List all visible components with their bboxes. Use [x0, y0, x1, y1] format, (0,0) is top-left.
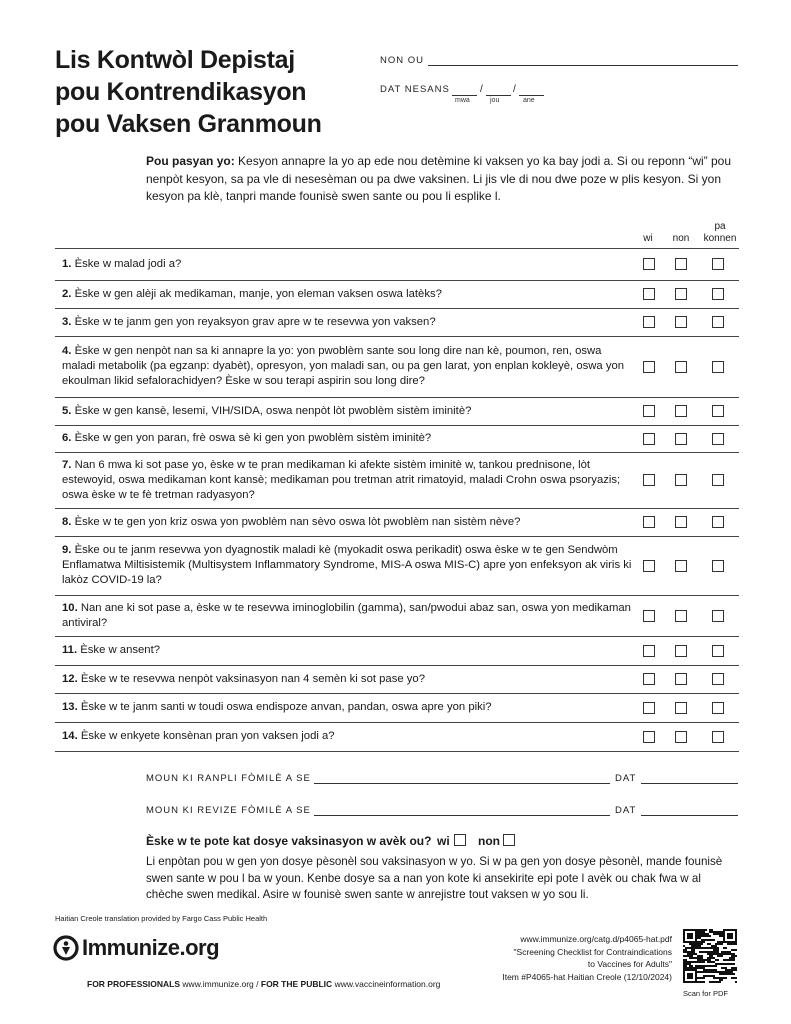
table-rule — [55, 308, 739, 309]
question-text: Èske w te janm gen yon reyaksyon grav apre w te resevwa yon vaksen? — [74, 315, 436, 328]
table-rule — [55, 280, 739, 281]
question-number: 6. — [62, 432, 72, 444]
question-3-no-checkbox[interactable] — [675, 316, 687, 328]
question-13 — [62, 700, 632, 715]
qr-caption: Scan for PDF — [683, 989, 729, 998]
question-6 — [62, 431, 632, 446]
question-7-no-checkbox[interactable] — [675, 474, 687, 486]
question-text: Èske w gen kansè, lesemi, VIH/SIDA, oswa nenpòt lòt pwoblèm sistèm iminitè? — [74, 404, 472, 417]
question-9-yes-checkbox[interactable] — [643, 560, 655, 572]
question-text: Èske w te janm santi w toudi oswa endispoze anvan, pandan, oswa apre yon piki? — [80, 701, 492, 713]
dob-month-label: mwa — [455, 97, 470, 104]
question-4-no-checkbox[interactable] — [675, 361, 687, 373]
question-14-yes-checkbox[interactable] — [643, 731, 655, 743]
record-note: Li enpòtan pou w gen yon dosye pèsonèl sou vaksinasyon w yo. Si w pa gen yon dosye pèsonèl, mande founisè swen sante w pou l ba w youn. Kenbe dosye sa a nan yon kote ki ansekirite epi pote l avèk ou chak fwa w al chèche swen medikal. Asire w founisè swen sante w anrejistre tout vaksen w yo sou li. — [146, 855, 723, 901]
question-10-yes-checkbox[interactable] — [643, 610, 655, 622]
document-info — [420, 933, 672, 983]
question-8 — [62, 515, 632, 530]
column-header-unknown: pa konnen — [703, 221, 737, 244]
question-13-no-checkbox[interactable] — [675, 702, 687, 714]
footer-links — [87, 979, 440, 989]
title-line-2: pou Kontrendikasyon — [55, 78, 307, 106]
question-9-unknown-checkbox[interactable] — [712, 560, 724, 572]
question-number: 13. — [62, 701, 78, 713]
dob-day-label: jou — [490, 97, 500, 104]
public-link[interactable]: www.vaccineinformation.org — [334, 979, 441, 989]
record-no-label: non — [478, 834, 500, 848]
column-header-yes: wi — [643, 233, 653, 244]
table-rule — [55, 336, 739, 337]
question-1-yes-checkbox[interactable] — [643, 258, 655, 270]
question-5-no-checkbox[interactable] — [675, 405, 687, 417]
question-text: Èske w te resevwa nenpòt vaksinasyon nan 4 semèn ki sot pase yo? — [80, 672, 425, 685]
question-14 — [62, 729, 632, 744]
question-11 — [62, 643, 632, 658]
question-number: 8. — [62, 515, 72, 528]
question-text: Èske w ansent? — [80, 644, 160, 656]
table-rule — [55, 665, 739, 666]
question-3 — [62, 315, 632, 330]
question-2-unknown-checkbox[interactable] — [712, 288, 724, 300]
question-13-unknown-checkbox[interactable] — [712, 702, 724, 714]
question-6-no-checkbox[interactable] — [675, 433, 687, 445]
dob-label: DAT NESANS — [380, 84, 450, 95]
question-7-yes-checkbox[interactable] — [643, 474, 655, 486]
question-text: Èske w malad jodi a? — [74, 257, 182, 270]
question-10 — [62, 601, 632, 631]
question-number: 9. — [62, 544, 72, 556]
question-text: Nan ane ki sot pase a, èske w te resevwa iminoglobilin (gamma), san/pwodui abaz san, oswa yon medikaman antiviral? — [62, 601, 631, 629]
public-label: FOR THE PUBLIC — [260, 979, 333, 989]
question-4-yes-checkbox[interactable] — [643, 361, 655, 373]
table-rule — [55, 452, 739, 453]
footer-separator: / — [256, 979, 259, 989]
question-number: 5. — [62, 404, 72, 417]
question-number: 1. — [62, 257, 72, 270]
table-rule — [55, 722, 739, 723]
question-text: Èske w enkyete konsènan pran yon vaksen jodi a? — [80, 730, 335, 742]
column-header-no: non — [672, 233, 690, 244]
dob-day-field[interactable] — [486, 95, 511, 96]
question-1 — [62, 257, 632, 272]
document-item: Item #P4065-hat Haitian Creole (12/10/2024) — [502, 971, 672, 982]
question-number: 11. — [62, 644, 78, 656]
name-field[interactable] — [428, 65, 738, 66]
translation-credit: Haitian Creole translation provided by Fargo Cass Public Health — [55, 914, 268, 923]
completed-date-label: DAT — [615, 773, 637, 784]
question-text: Nan 6 mwa ki sot pase yo, èske w te pran medikaman ki afekte sistèm iminitè w, tankou prednisone, lòt estewoyid, oswa medikaman kont kansè; medikaman pou tretman atrit rimatoyid, maladi Crohn oswa psoryazis; oswa èske w te fè tretman radyasyon? — [62, 458, 621, 501]
question-7 — [62, 458, 632, 503]
table-rule — [55, 595, 739, 596]
table-rule — [55, 751, 739, 752]
question-4-unknown-checkbox[interactable] — [712, 361, 724, 373]
question-5-unknown-checkbox[interactable] — [712, 405, 724, 417]
question-number: 12. — [62, 672, 78, 685]
question-12 — [62, 672, 632, 687]
table-rule — [55, 536, 739, 537]
question-12-yes-checkbox[interactable] — [643, 673, 655, 685]
question-10-no-checkbox[interactable] — [675, 610, 687, 622]
dob-year-label: ane — [523, 97, 535, 104]
completed-by-label: MOUN KI RANPLI FÒMILÈ A SE — [146, 773, 311, 784]
table-rule — [55, 693, 739, 694]
question-12-no-checkbox[interactable] — [675, 673, 687, 685]
document-title-line-2: to Vaccines for Adults" — [587, 959, 672, 969]
dob-year-field[interactable] — [519, 95, 544, 96]
intro-paragraph — [146, 153, 736, 206]
table-rule — [55, 636, 739, 637]
qr-code-icon[interactable] — [683, 929, 737, 983]
question-2 — [62, 287, 632, 302]
table-rule — [55, 397, 739, 398]
question-text: Èske w gen yon paran, frè oswa sè ki gen yon pwoblèm sistèm iminitè? — [74, 432, 432, 444]
question-14-no-checkbox[interactable] — [675, 731, 687, 743]
question-4 — [62, 344, 632, 389]
question-number: 14. — [62, 730, 78, 742]
table-rule — [55, 248, 739, 249]
question-3-unknown-checkbox[interactable] — [712, 316, 724, 328]
reviewed-date-label: DAT — [615, 805, 637, 816]
dob-separator-2: / — [513, 84, 516, 95]
professionals-label: FOR PROFESSIONALS — [87, 979, 181, 989]
record-no-checkbox[interactable] — [503, 834, 515, 846]
question-1-unknown-checkbox[interactable] — [712, 258, 724, 270]
question-5-yes-checkbox[interactable] — [643, 405, 655, 417]
question-1-no-checkbox[interactable] — [675, 258, 687, 270]
reviewed-by-label: MOUN KI REVIZE FÒMILÈ A SE — [146, 805, 311, 816]
record-card-question: Èske w te pote kat dosye vaksinasyon w avèk ou? — [146, 834, 432, 848]
question-8-yes-checkbox[interactable] — [643, 516, 655, 528]
question-11-no-checkbox[interactable] — [675, 645, 687, 657]
record-yes-label: wi — [437, 834, 450, 848]
question-6-unknown-checkbox[interactable] — [712, 433, 724, 445]
intro-text: Kesyon annapre la yo ap ede nou detèmine ki vaksen yo ka bay jodi a. Si ou reponn “wi” pou nenpòt kesyon, sa pa vle di nesesèman ou pa dwe vaksinen. Li jis vle di nou dwe poze w plis kesyon. Si yon kesyon pa klè, tanpri mande founisè swen sante ou pou li esplike l. — [146, 154, 731, 203]
table-rule — [55, 508, 739, 509]
document-title-line-1: "Screening Checklist for Contraindications — [513, 946, 672, 957]
question-14-unknown-checkbox[interactable] — [712, 731, 724, 743]
question-3-yes-checkbox[interactable] — [643, 316, 655, 328]
question-text: Èske w gen alèji ak medikaman, manje, yon eleman vaksen oswa latèks? — [74, 287, 442, 300]
question-6-yes-checkbox[interactable] — [643, 433, 655, 445]
question-2-yes-checkbox[interactable] — [643, 288, 655, 300]
name-label: NON OU — [380, 55, 424, 66]
page-title — [55, 44, 355, 140]
dob-month-field[interactable] — [452, 95, 477, 96]
question-number: 2. — [62, 287, 72, 300]
question-number: 7. — [62, 458, 72, 471]
question-10-unknown-checkbox[interactable] — [712, 610, 724, 622]
immunize-logo-icon — [53, 935, 79, 961]
reviewed-date-field[interactable] — [641, 815, 738, 816]
logo-text: Immunize.org — [82, 935, 220, 960]
question-7-unknown-checkbox[interactable] — [712, 474, 724, 486]
completed-by-field[interactable] — [314, 783, 610, 784]
completed-date-field[interactable] — [641, 783, 738, 784]
question-number: 4. — [62, 345, 72, 357]
question-12-unknown-checkbox[interactable] — [712, 673, 724, 685]
question-2-no-checkbox[interactable] — [675, 288, 687, 300]
reviewed-by-field[interactable] — [314, 815, 610, 816]
question-number: 10. — [62, 601, 78, 614]
question-13-yes-checkbox[interactable] — [643, 702, 655, 714]
question-8-unknown-checkbox[interactable] — [712, 516, 724, 528]
question-5 — [62, 404, 632, 419]
question-9 — [62, 543, 632, 588]
question-text: Èske w gen nenpòt nan sa ki annapre la yo: yon pwoblèm sante sou long dire nan kè, poumon, ren, oswa maladi metabolik (pa egzanp: dyabèt), opresyon, yon maladi san, ou pa gen larat, yon enplan kokleyè, oswa yon ekoulman likid sefalorachidyen? Èske w sou terapi aspirin sou long dire? — [62, 345, 625, 387]
question-9-no-checkbox[interactable] — [675, 560, 687, 572]
professionals-link[interactable]: www.immunize.org — [182, 979, 254, 989]
document-url[interactable]: www.immunize.org/catg.d/p4065-hat.pdf — [520, 934, 672, 944]
question-8-no-checkbox[interactable] — [675, 516, 687, 528]
intro-lead: Pou pasyan yo: — [146, 154, 235, 168]
title-line-3: pou Vaksen Granmoun — [55, 110, 322, 138]
table-rule — [55, 425, 739, 426]
question-number: 3. — [62, 315, 72, 328]
record-yes-checkbox[interactable] — [454, 834, 466, 846]
question-11-yes-checkbox[interactable] — [643, 645, 655, 657]
question-11-unknown-checkbox[interactable] — [712, 645, 724, 657]
question-text: Èske ou te janm resevwa yon dyagnostik maladi kè (myokadit oswa perikadit) oswa èske w te gen Sendwòm Enflamatwa Miltisistemik (Multisystem Inflammatory Syndrome, MIS-A oswa MIS-C) apre yon enfeksyon ak viris ki lakòz COVID-19 la? — [62, 544, 632, 586]
question-text: Èske w te gen yon kriz oswa yon pwoblèm nan sèvo oswa lòt pwoblèm nan sistèm nève? — [74, 515, 521, 528]
dob-separator-1: / — [480, 84, 483, 95]
title-line-1: Lis Kontwòl Depistaj — [55, 46, 295, 74]
